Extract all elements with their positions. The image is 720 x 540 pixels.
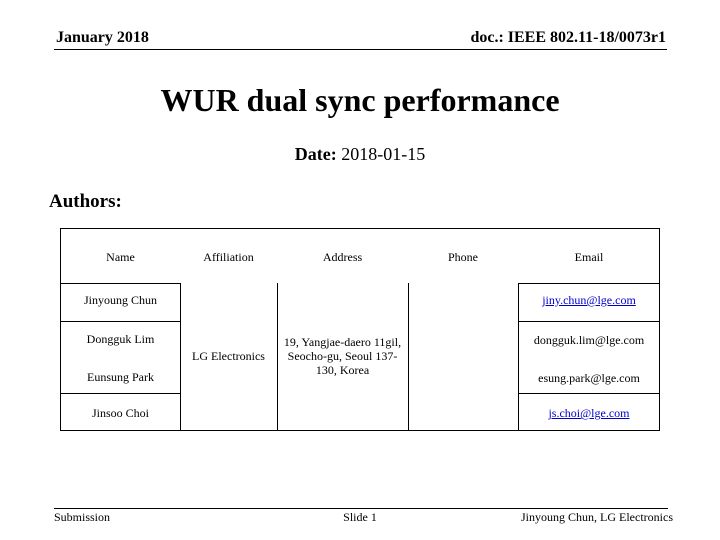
- header-doc-id: doc.: IEEE 802.11-18/0073r1: [470, 29, 666, 46]
- col-divider: [277, 283, 278, 431]
- author-name: Eunsung Park: [87, 370, 154, 384]
- author-name: Dongguk Lim: [86, 332, 155, 346]
- footer-slide-number: Slide 1: [343, 510, 377, 524]
- row-divider: [61, 393, 180, 394]
- col-header-name: Name: [106, 250, 135, 264]
- author-email-link[interactable]: jiny.chun@lge.com: [542, 293, 636, 307]
- author-name: Jinyoung Chun: [83, 293, 157, 307]
- footer-author: Jinyoung Chun, LG Electronics: [521, 510, 673, 524]
- date-label: Date:: [294, 144, 337, 164]
- authors-table: [60, 228, 660, 431]
- header-divider: [54, 49, 667, 50]
- author-email: esung.park@lge.com: [538, 371, 640, 385]
- col-header-affiliation: Affiliation: [203, 250, 254, 264]
- col-header-email: Email: [574, 250, 604, 264]
- authors-heading: Authors:: [49, 191, 122, 212]
- row-divider: [518, 321, 660, 322]
- col-header-phone: Phone: [448, 250, 478, 264]
- footer-submission: Submission: [54, 510, 111, 524]
- author-email: dongguk.lim@lge.com: [533, 333, 645, 347]
- header-date: January 2018: [56, 29, 149, 46]
- col-divider: [408, 283, 409, 431]
- author-name: Jinsoo Choi: [91, 406, 149, 420]
- slide-title: WUR dual sync performance: [160, 82, 560, 118]
- row-divider: [61, 321, 180, 322]
- col-header-address: Address: [322, 250, 363, 264]
- date-value: 2018-01-15: [341, 144, 426, 164]
- slide-date: [0, 144, 720, 165]
- author-affiliation: LG Electronics: [192, 349, 265, 363]
- author-address: 19, Yangjae-daero 11gil, Seocho-gu, Seoul 137-130, Korea: [283, 335, 402, 377]
- row-divider: [61, 283, 180, 284]
- row-divider: [518, 283, 660, 284]
- row-divider: [518, 393, 660, 394]
- footer-divider: [54, 508, 668, 509]
- author-email-link[interactable]: js.choi@lge.com: [548, 406, 630, 420]
